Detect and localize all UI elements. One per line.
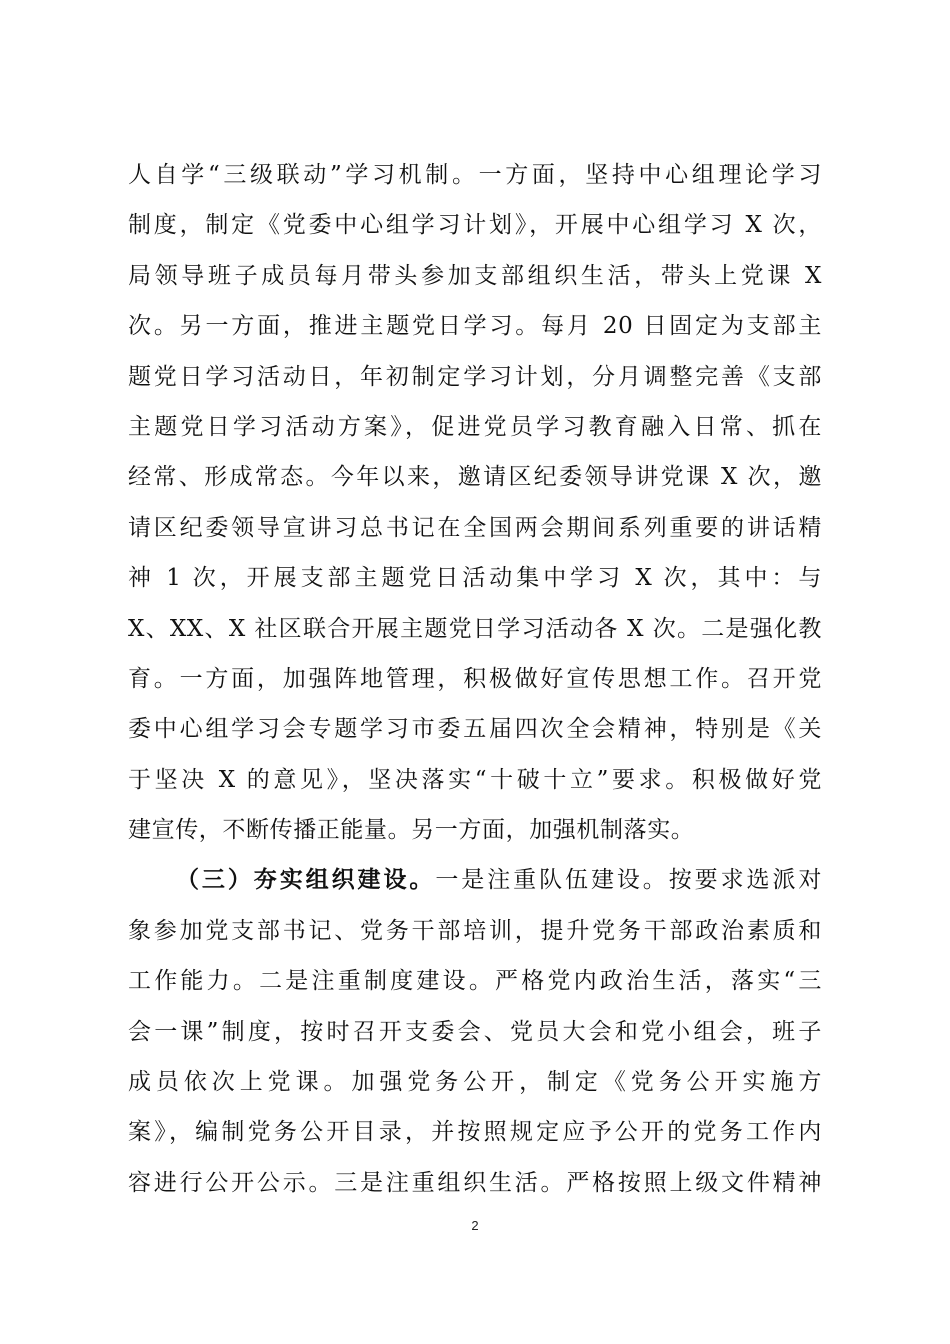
- text-line: [128, 855, 822, 905]
- text-line: 于坚决 X 的意见》，坚决落实“十破十立”要求。积极做好党: [128, 766, 822, 793]
- text-line: 案》，编制党务公开目录，并按照规定应予公开的党务工作内: [128, 1119, 822, 1146]
- text-line: 会一课”制度，按时召开支委会、党员大会和党小组会，班子: [128, 1018, 822, 1045]
- text-line: 局领导班子成员每月带头参加支部组织生活，带头上党课 X: [128, 262, 822, 289]
- text-line: X、XX、X 社区联合开展主题党日学习活动各 X 次。二是强化教: [128, 615, 822, 642]
- text-line: 制度，制定《党委中心组学习计划》，开展中心组学习 X 次，: [128, 212, 822, 239]
- text-line: 成员依次上党课。加强党务公开，制定《党务公开实施方: [128, 1069, 822, 1096]
- section-heading: （三）夯实组织建设。: [176, 866, 436, 894]
- text-line: 育。一方面，加强阵地管理，积极做好宣传思想工作。召开党: [128, 665, 822, 692]
- text-line: 经常、形成常态。今年以来，邀请区纪委领导讲党课 X 次，邀: [128, 464, 822, 491]
- text-line: 次。另一方面，推进主题党日学习。每月 20 日固定为支部主: [128, 313, 822, 340]
- text-line: 主题党日学习活动方案》，促进党员学习教育融入日常、抓在: [128, 413, 822, 440]
- paragraph-2: [128, 855, 822, 1208]
- heading-line-rest: 一是注重队伍建设。按要求选派对: [435, 867, 822, 894]
- page-number: 2: [471, 1218, 479, 1233]
- paragraph-1: [128, 150, 822, 855]
- text-line: 神 1 次，开展支部主题党日活动集中学习 X 次，其中：与: [128, 565, 822, 592]
- document-body: [128, 150, 822, 1208]
- text-line: 委中心组学习会专题学习市委五届四次全会精神，特别是《关: [128, 716, 822, 743]
- text-line: 象参加党支部书记、党务干部培训，提升党务干部政治素质和: [128, 917, 822, 944]
- text-line: 工作能力。二是注重制度建设。严格党内政治生活，落实“三: [128, 968, 822, 995]
- text-line: 建宣传，不断传播正能量。另一方面，加强机制落实。: [128, 817, 695, 844]
- text-line: 题党日学习活动日，年初制定学习计划，分月调整完善《支部: [128, 363, 822, 390]
- text-line: 容进行公开公示。三是注重组织生活。严格按照上级文件精神: [128, 1169, 822, 1196]
- text-line: 请区纪委领导宣讲习总书记在全国两会期间系列重要的讲话精: [128, 514, 822, 541]
- text-line: 人自学“三级联动”学习机制。一方面，坚持中心组理论学习: [128, 162, 822, 188]
